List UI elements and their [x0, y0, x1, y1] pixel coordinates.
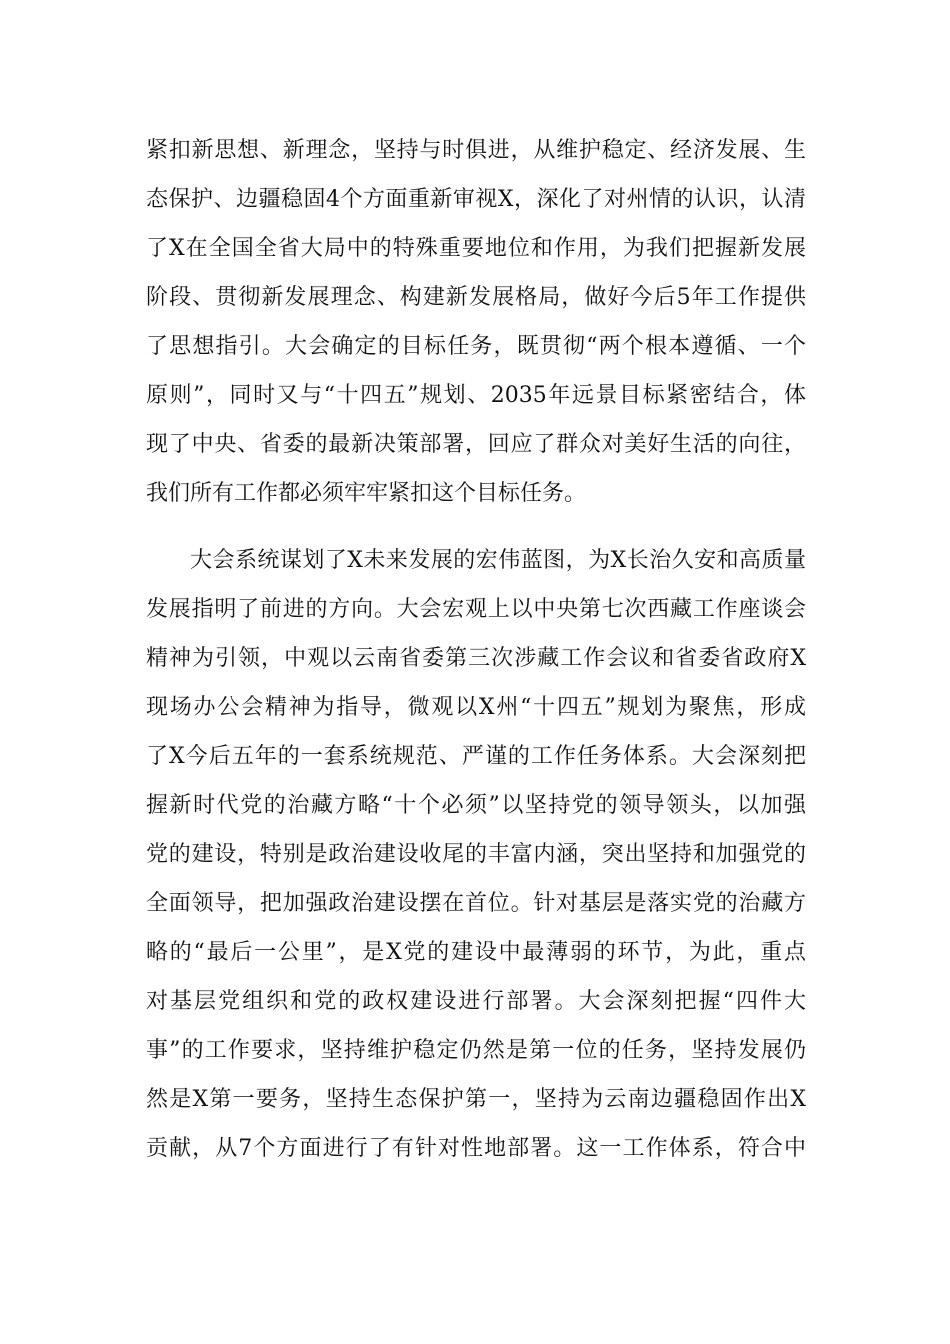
- text-line: 原则”，同时又与“十四五”规划、2035年远景目标紧密结合，体: [146, 383, 806, 408]
- text-line: 现了中央、省委的最新决策部署，回应了群众对美好生活的向往，: [146, 432, 806, 457]
- text-line: 了思想指引。大会确定的目标任务，既贯彻“两个根本遵循、一个: [146, 334, 806, 359]
- text-line: 党的建设，特别是政治建设收尾的丰富内涵，突出坚持和加强党的: [146, 842, 806, 867]
- text-line: 握新时代党的治藏方略“十个必须”以坚持党的领导领头，以加强: [146, 793, 806, 818]
- text-line: 然是X第一要务，坚持生态保护第一，坚持为云南边疆稳固作出X: [146, 1087, 806, 1112]
- text-line: 全面领导，把加强政治建设摆在首位。针对基层是落实党的治藏方: [146, 891, 806, 916]
- text-line: 态保护、边疆稳固4个方面重新审视X，深化了对州情的认识，认清: [146, 187, 806, 212]
- text-line: 发展指明了前进的方向。大会宏观上以中央第七次西藏工作座谈会: [146, 597, 806, 622]
- text-line: 紧扣新思想、新理念，坚持与时俱进，从维护稳定、经济发展、生: [146, 138, 806, 163]
- text-line: 略的“最后一公里”，是X党的建设中最薄弱的环节，为此，重点: [146, 940, 806, 965]
- text-line: 了X在全国全省大局中的特殊重要地位和作用，为我们把握新发展: [146, 236, 806, 261]
- text-line: 事”的工作要求，坚持维护稳定仍然是第一位的任务，坚持发展仍: [146, 1038, 806, 1063]
- text-line: 现场办公会精神为指导，微观以X州“十四五”规划为聚焦，形成: [146, 695, 806, 720]
- text-line: 精神为引领，中观以云南省委第三次涉藏工作会议和省委省政府X: [146, 646, 806, 671]
- text-line: 了X今后五年的一套系统规范、严谨的工作任务体系。大会深刻把: [146, 744, 806, 769]
- text-line: 对基层党组织和党的政权建设进行部署。大会深刻把握“四件大: [146, 989, 806, 1014]
- text-line: 阶段、贯彻新发展理念、构建新发展格局，做好今后5年工作提供: [146, 285, 806, 310]
- text-line: 贡献，从7个方面进行了有针对性地部署。这一工作体系，符合中: [146, 1136, 806, 1161]
- text-line: 我们所有工作都必须牢牢紧扣这个目标任务。: [146, 481, 587, 506]
- text-line: 大会系统谋划了X未来发展的宏伟蓝图，为X长治久安和高质量: [190, 548, 806, 573]
